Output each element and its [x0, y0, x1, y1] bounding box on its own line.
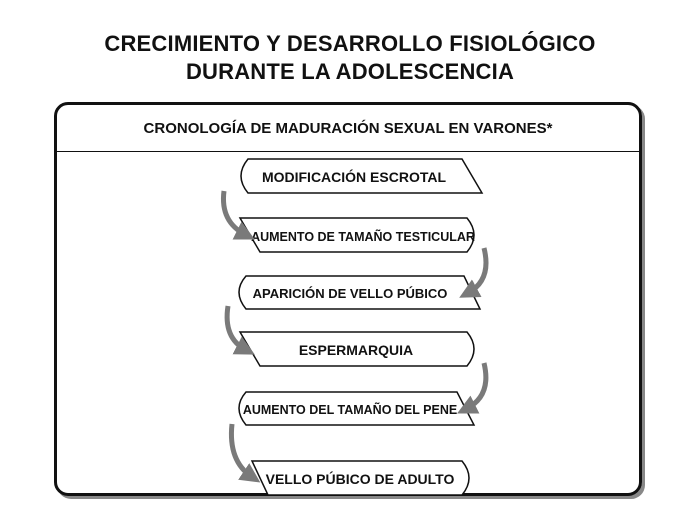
title-line-2: DURANTE LA ADOLESCENCIA	[185, 59, 515, 84]
step-6-label: VELLO PÚBICO DE ADULTO	[265, 471, 455, 487]
arrow-3-to-4	[227, 306, 246, 350]
step-4-label: ESPERMARQUIA	[298, 342, 414, 358]
arrow-2-to-3	[468, 248, 486, 293]
step-5-label: AUMENTO DEL TAMAÑO DEL PENE	[242, 403, 458, 417]
panel-header: CRONOLOGÍA DE MADURACIÓN SEXUAL EN VARONES*	[57, 105, 639, 152]
arrow-5-to-6	[231, 424, 252, 477]
step-2-label: AUMENTO DE TAMAÑO TESTICULAR	[251, 230, 475, 244]
arrow-4-to-5	[466, 363, 486, 409]
step-1-label: MODIFICACIÓN ESCROTAL	[261, 169, 447, 185]
arrow-1-to-2	[223, 191, 246, 235]
title-line-1: CRECIMIENTO Y DESARROLLO FISIOLÓGICO	[104, 31, 596, 56]
step-3-label: APARICIÓN DE VELLO PÚBICO	[252, 286, 448, 301]
